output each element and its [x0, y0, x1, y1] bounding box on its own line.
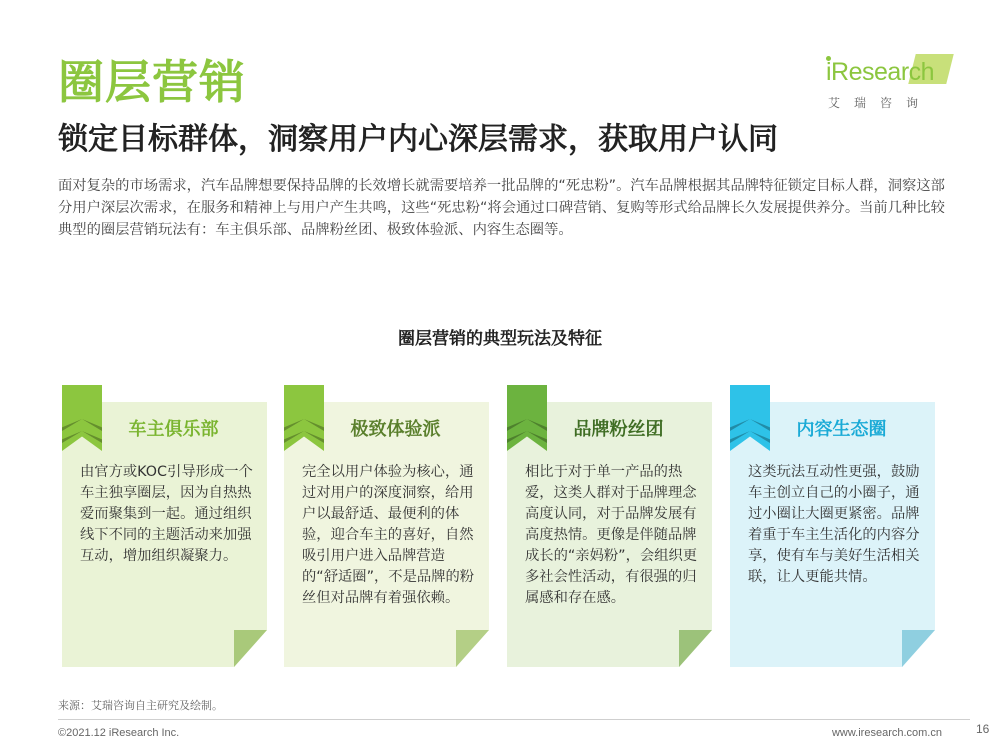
diagram-title: 圈层营销的典型玩法及特征	[398, 329, 602, 349]
card-description: 完全以用户体验为核心，通过对用户的深度洞察，给用户以最舒适、最便利的体验，迎合车主的喜好，自然吸引用户进入品牌营造的“舒适圈”，不是品牌的粉丝但对品牌有着强依赖。	[302, 464, 475, 606]
feature-card	[62, 385, 267, 667]
card-description: 由官方或KOC引导形成一个车主独享圈层，因为自热热爱而聚集到一起。通过组织线下不同的主题活动来加强互动，增加组织凝聚力。	[80, 464, 253, 564]
page-title: 圈层营销	[58, 55, 246, 109]
card-heading: 内容生态圈	[796, 419, 887, 440]
website-link[interactable]: www.iresearch.com.cn	[831, 727, 942, 739]
intro-paragraph: 面对复杂的市场需求，汽车品牌想要保持品牌的长效增长就需要培养一批品牌的“死忠粉”。汽车品牌根据其品牌特征锁定目标人群，洞察这部分用户深层次需求，在服务和精神上与用户产生共鸣，这些“死忠粉“将会通过口碑营销、复购等形式给品牌长久发展提供养分。当前几种比较典型的圈层营销玩法有：车主俱乐部、品牌粉丝团、极致体验派、内容生态圈等。	[58, 178, 945, 238]
page-number: 16	[976, 722, 990, 736]
logo-subtitle: 艾瑞咨询	[828, 96, 933, 110]
feature-card	[284, 385, 489, 667]
card-heading: 车主俱乐部	[128, 419, 219, 440]
feature-card	[730, 385, 935, 667]
card-description: 这类玩法互动性更强，鼓励车主创立自己的小圈子，通过小圈让大圈更紧密。品牌着重于车主生活化的内容分享，使有车与美好生活相关联，让人更能共情。	[748, 464, 920, 585]
copyright: ©2021.12 iResearch Inc.	[58, 727, 180, 739]
feature-card	[507, 385, 712, 667]
source-note: 来源：艾瑞咨询自主研究及绘制。	[58, 699, 223, 712]
card-description: 相比于对于单一产品的热爱，这类人群对于品牌理念高度认同，对于品牌发展有高度热情。更像是伴随品牌成长的“亲妈粉”，会组织更多社会性活动，有很强的归属感和存在感。	[525, 464, 698, 606]
iresearch-logo	[826, 50, 956, 120]
footer-divider	[58, 719, 970, 720]
card-heading: 极致体验派	[350, 419, 441, 440]
page-subtitle: 锁定目标群体，洞察用户内心深层需求，获取用户认同	[58, 122, 778, 157]
logo-name: iResearch	[826, 58, 935, 86]
card-heading: 品牌粉丝团	[573, 419, 664, 440]
